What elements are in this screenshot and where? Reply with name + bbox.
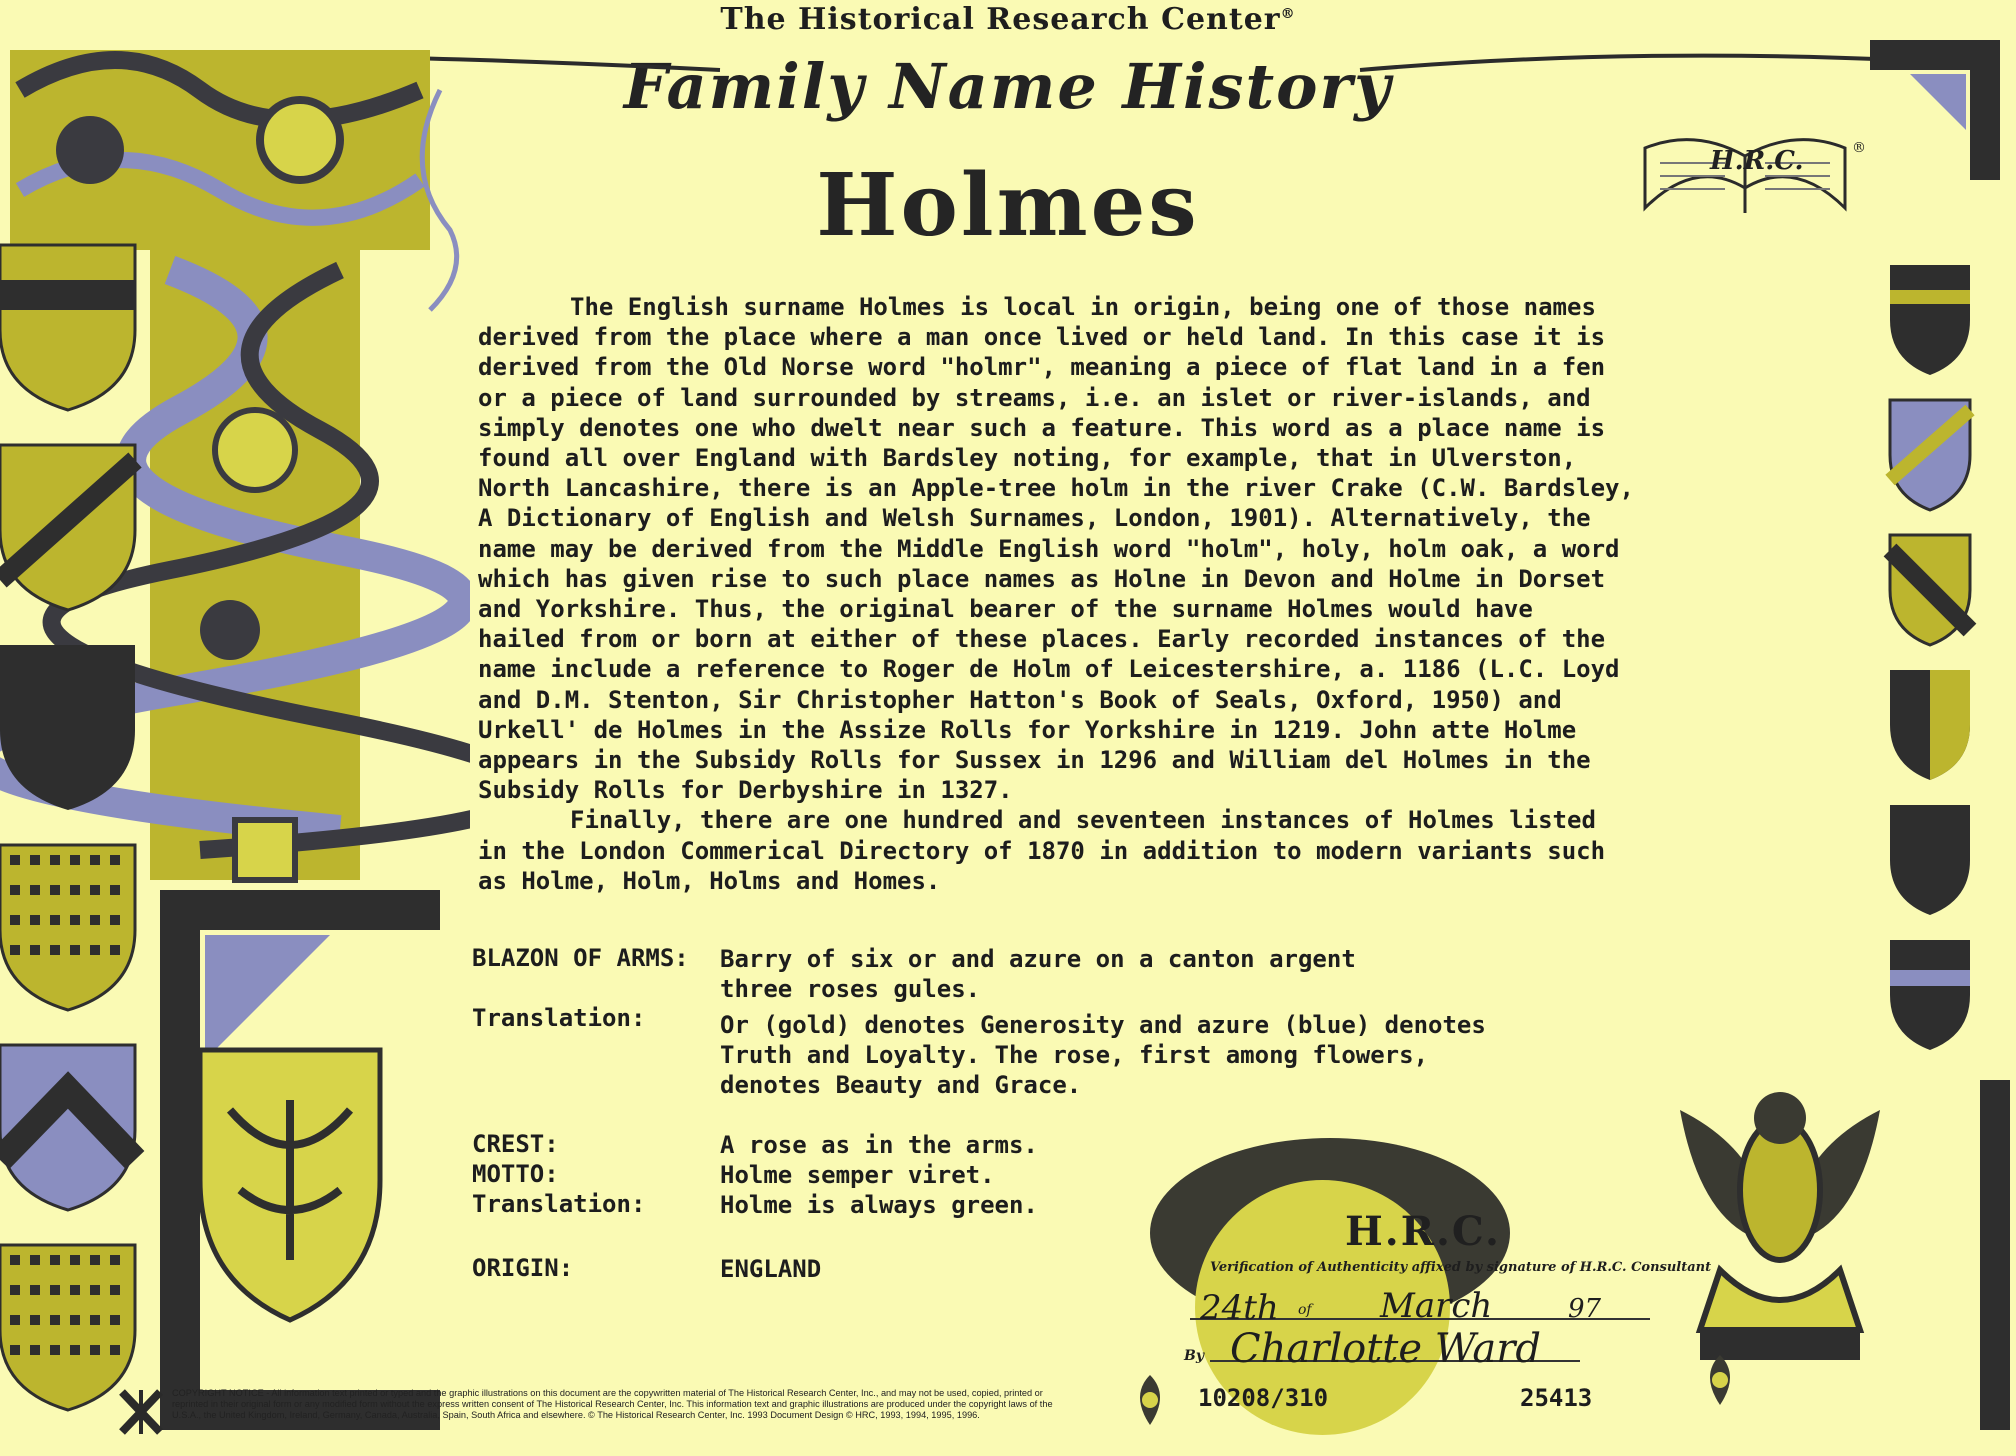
blazon-line: Barry of six or and azure on a canton argent — [720, 945, 1356, 973]
registered-mark: ® — [1852, 140, 1866, 156]
motto-label: MOTTO: — [472, 1160, 559, 1188]
shield-icon — [1890, 670, 1970, 780]
motto-value: Holme semper viret. — [720, 1161, 995, 1189]
history-line: Subsidy Rolls for Derbyshire in 1327. — [478, 776, 1013, 805]
hrc-mark-icon — [118, 1388, 164, 1436]
translation-line: denotes Beauty and Grace. — [720, 1071, 1082, 1099]
hrc-logo-text: H.R.C. — [1710, 146, 1804, 176]
history-line: North Lancashire, there is an Apple-tree holm in the river Crake (C.W. Bardsley, — [478, 474, 1634, 503]
verification-caption: Verification of Authenticity affixed by signature of H.R.C. Consultant — [1210, 1260, 1712, 1275]
translation-line: Or (gold) denotes Generosity and azure (blue) denotes — [720, 1011, 1486, 1039]
blazon-value — [720, 944, 1620, 1004]
shield-icon — [1890, 805, 1970, 915]
fleur-icon — [1120, 1370, 1180, 1430]
surname-heading: Holmes — [816, 155, 1200, 256]
consultant-signature: Charlotte Ward — [1230, 1326, 1541, 1372]
document-serial-suffix: 25413 — [1520, 1384, 1593, 1412]
shield-icon — [1890, 535, 1970, 645]
copyright-notice: COPYRIGHT NOTICE - All information text printed or typed and the graphic illustrations on this document are the copywritten material of The Historical Research Center, Inc., and may not be used, copied, printed or reprinted in their original form or any modified form without the express written consent of The Historical Research Center, Inc. This information text and graphic illustrations are produced under the copyright laws of the U.S.A., the United Kingdom, Ireland, Germany, Canada, Australia, Spain, South Africa and elsewhere. © The Historical Research Center, Inc. 1993 Document Design © HRC, 1993, 1994, 1995, 1996. — [172, 1388, 1053, 1420]
seal-text: H.R.C. — [1345, 1208, 1501, 1255]
history-line: in the London Commerical Directory of 1870 in addition to modern variants such — [478, 836, 1606, 865]
eagle-icon — [1660, 1070, 1900, 1370]
history-line: appears in the Subsidy Rolls for Sussex in 1296 and William del Holmes in the — [478, 746, 1591, 775]
crest-label: CREST: — [472, 1130, 559, 1158]
origin-label: ORIGIN: — [472, 1254, 574, 1282]
history-line: or a piece of land surrounded by streams, i.e. an islet or river-islands, and — [478, 383, 1591, 412]
translation-line: Truth and Loyalty. The rose, first among flowers, — [720, 1041, 1429, 1069]
history-paragraph-1 — [478, 292, 1718, 805]
history-line: hailed from or born at either of these places. Early recorded instances of the — [478, 625, 1606, 654]
history-line: derived from the place where a man once lived or held land. In this case it is — [478, 323, 1606, 352]
history-line: name include a reference to Roger de Holm of Leicestershire, a. 1186 (L.C. Loyd — [478, 655, 1620, 684]
shield-icon — [0, 1045, 135, 1210]
history-line: and D.M. Stenton, Sir Christopher Hatton's Book of Seals, Oxford, 1950) and — [478, 685, 1562, 714]
history-line: which has given rise to such place names as Holne in Devon and Holme in Dorset — [478, 564, 1606, 593]
history-line: Urkell' de Holmes in the Assize Rolls for Yorkshire in 1219. John atte Holme — [478, 715, 1577, 744]
history-line: simply denotes one who dwelt near such a feature. This word as a place name is — [478, 413, 1606, 442]
shield-icon — [0, 245, 135, 410]
history-line: Finally, there are one hundred and seventeen instances of Holmes listed — [570, 806, 1596, 835]
motto-translation-label: Translation: — [472, 1190, 646, 1218]
document-title: Family Name History — [623, 50, 1393, 123]
translation-value — [720, 1010, 1620, 1100]
surname-history-text — [478, 292, 1718, 896]
document-serial: 10208/310 — [1198, 1384, 1329, 1412]
motto-translation-value: Holme is always green. — [720, 1191, 1038, 1219]
translation-label: Translation: — [472, 1004, 646, 1032]
history-line: name may be derived from the Middle English word "holm", holy, holm oak, a word — [478, 534, 1620, 563]
history-line: A Dictionary of English and Welsh Surnames, London, 1901). Alternatively, the — [478, 504, 1591, 533]
history-line: found all over England with Bardsley noting, for example, that in Ulverston, — [478, 444, 1577, 473]
history-line: derived from the Old Norse word "holmr", meaning a piece of flat land in a fen — [478, 353, 1606, 382]
date-month: March — [1380, 1286, 1493, 1326]
shield-icon — [0, 1245, 135, 1410]
crest-value: A rose as in the arms. — [720, 1131, 1038, 1159]
shield-icon — [0, 445, 135, 610]
book-logo-icon — [1640, 128, 1850, 224]
history-line: and Yorkshire. Thus, the original bearer of the surname Holmes would have — [478, 595, 1533, 624]
registered-mark: ® — [1280, 6, 1296, 22]
fleur-icon — [1690, 1350, 1750, 1410]
date-year: 97 — [1568, 1294, 1602, 1324]
shield-icon — [1890, 400, 1970, 510]
history-line: as Holme, Holm, Holms and Homes. — [478, 866, 941, 895]
date-day: 24th — [1200, 1288, 1279, 1328]
date-of: of — [1298, 1302, 1312, 1318]
blazon-label: BLAZON OF ARMS: — [472, 944, 689, 972]
origin-value: ENGLAND — [720, 1255, 822, 1283]
shield-icon — [0, 845, 135, 1010]
history-line: The English surname Holmes is local in origin, being one of those names — [570, 293, 1596, 321]
by-label: By — [1184, 1348, 1204, 1364]
eagle-shield-icon — [200, 1050, 380, 1320]
history-paragraph-2 — [478, 805, 1718, 896]
blazon-line: three roses gules. — [720, 975, 981, 1003]
left-illuminated-border — [0, 30, 470, 1440]
publisher-text: The Historical Research Center — [720, 2, 1281, 37]
shield-icon — [1890, 265, 1970, 375]
shield-icon — [1890, 940, 1970, 1050]
